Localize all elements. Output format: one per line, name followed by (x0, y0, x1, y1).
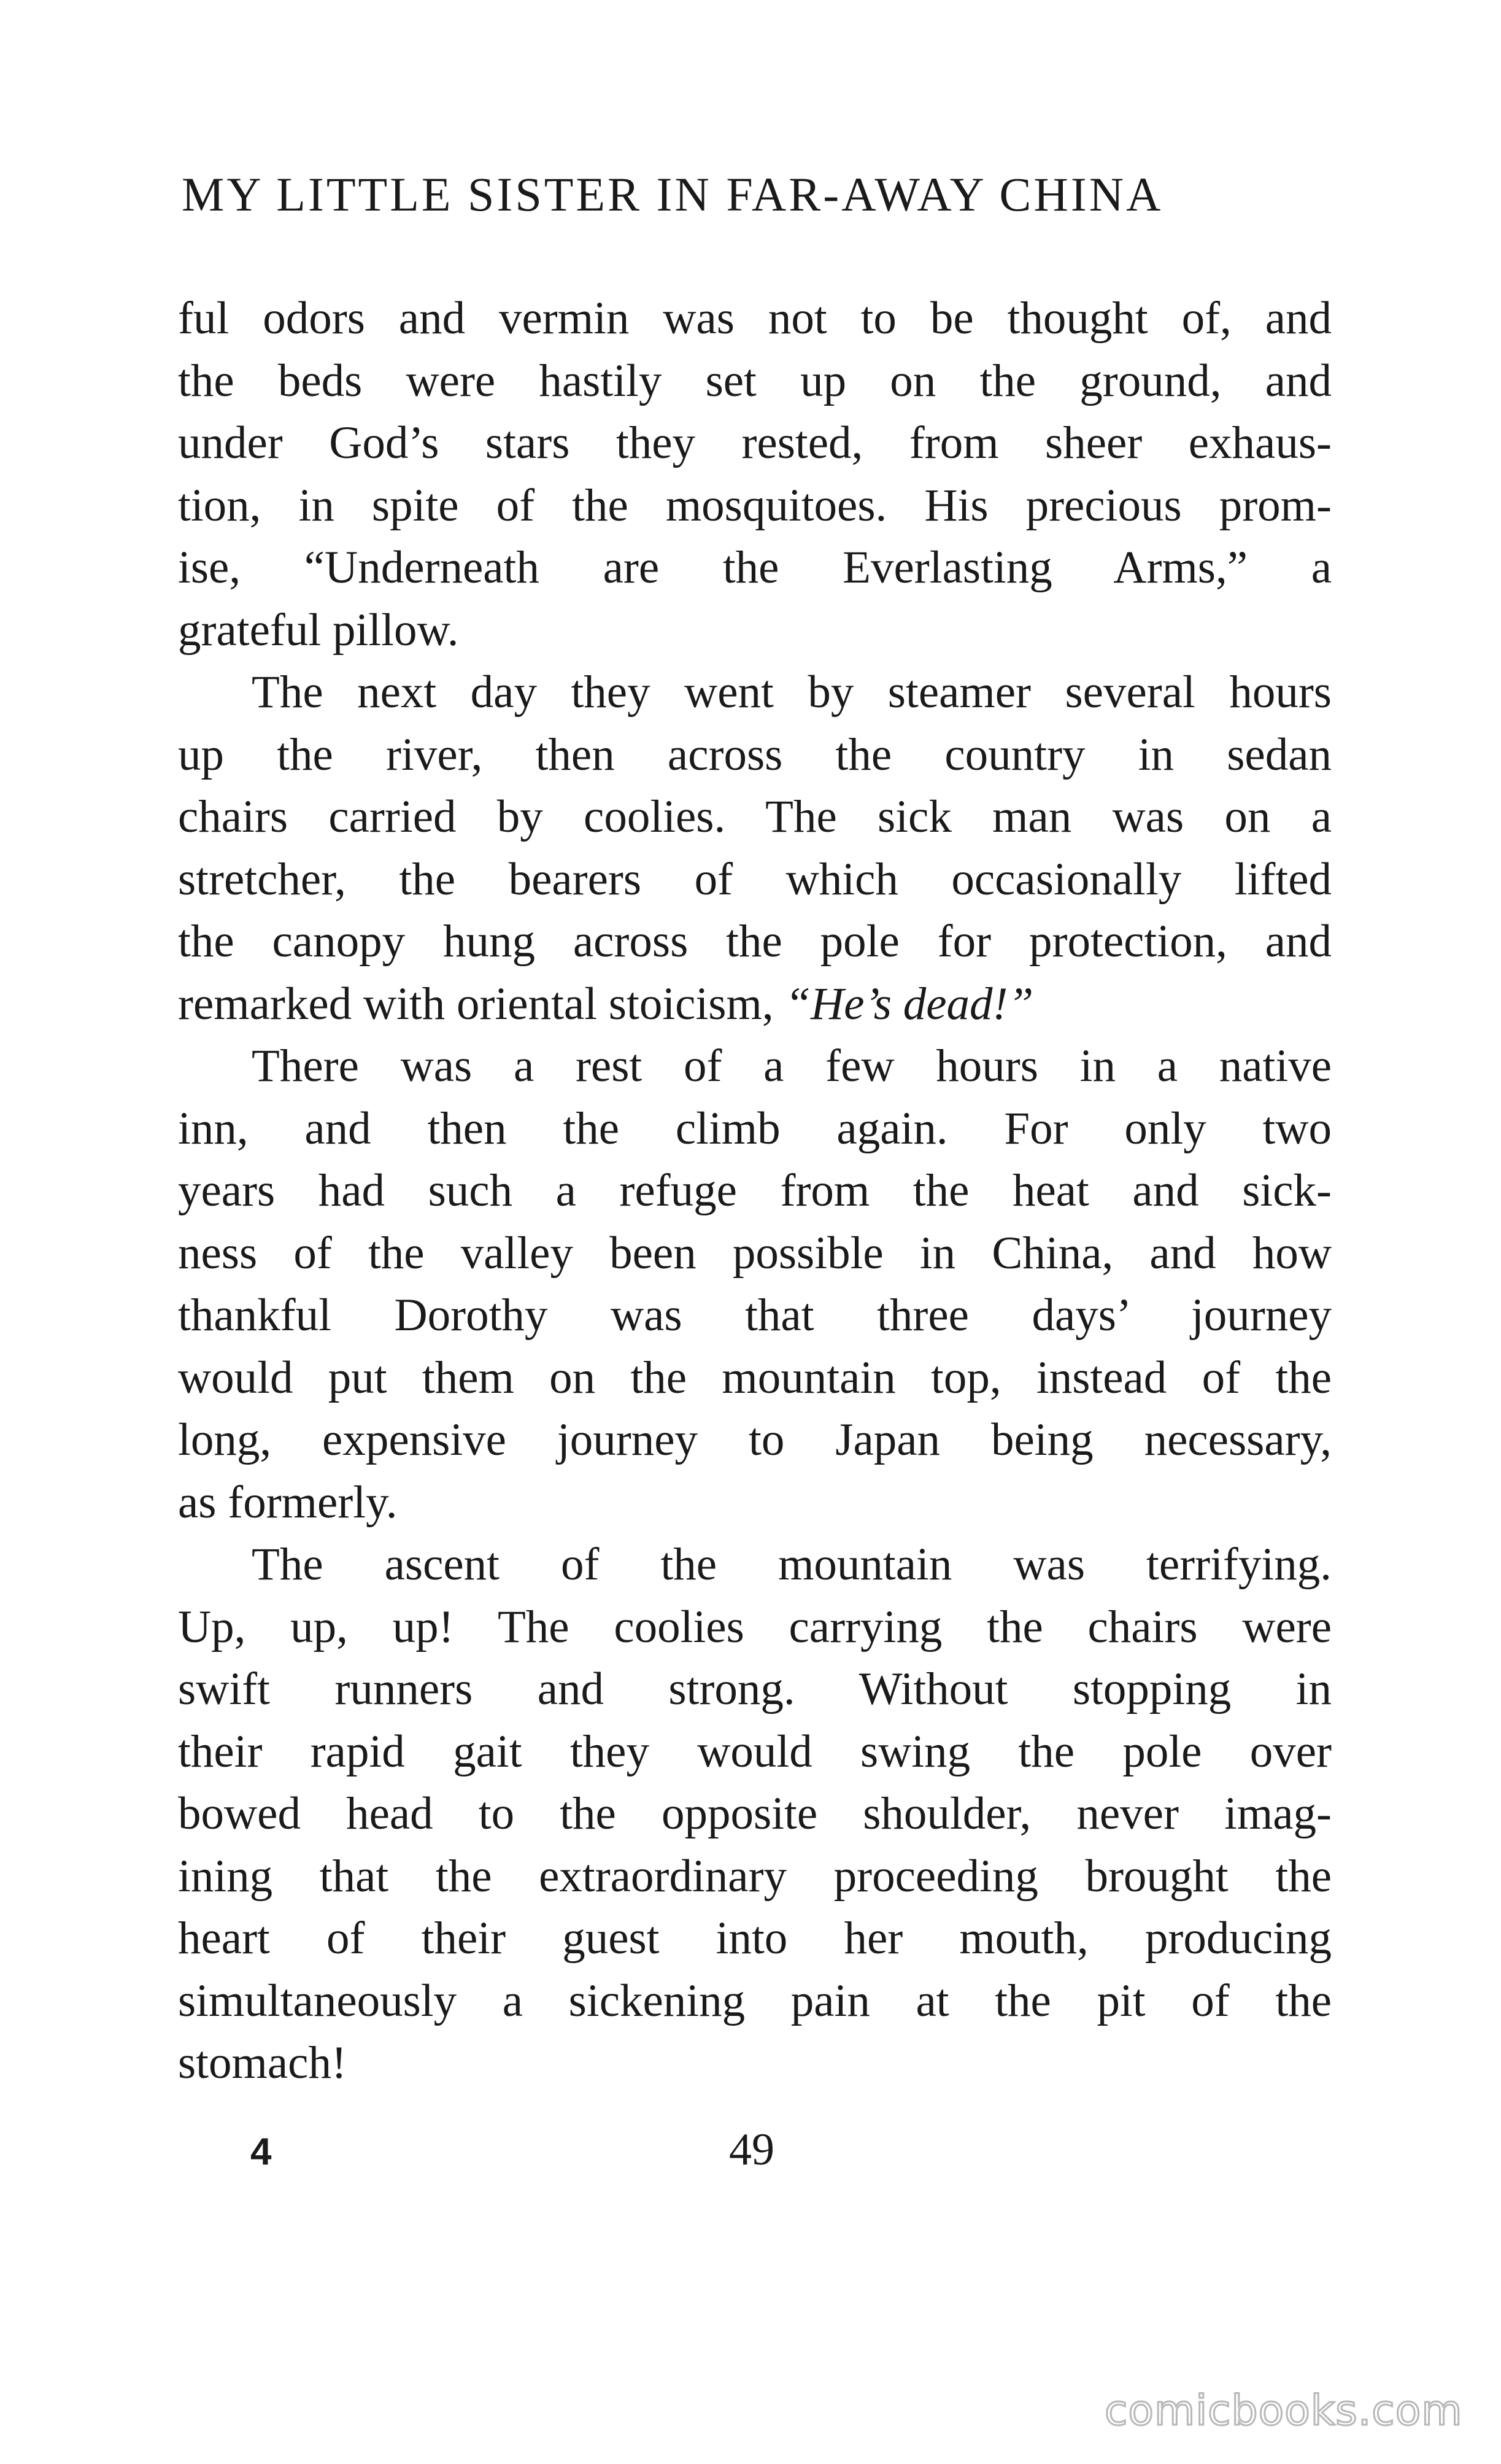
text-line-roman: remarked with oriental stoicism, (178, 978, 785, 1029)
text-line: their rapid gait they would swing the pole over (178, 1726, 1332, 1777)
text-line: the canopy hung across the pole for protection, and (178, 916, 1332, 967)
text-line: grateful pillow. (178, 604, 459, 656)
text-line (178, 973, 1332, 1036)
text-line: tion, in spite of the mosquitoes. His precious prom- (178, 479, 1332, 531)
text-line: long, expensive journey to Japan being necessary, (178, 1414, 1332, 1465)
text-line: heart of their guest into her mouth, producing (178, 1913, 1332, 1964)
text-line: years had such a refuge from the heat and sick- (178, 1165, 1332, 1216)
signature-mark: 4 (250, 2131, 272, 2173)
text-line: The next day they went by steamer several hours (252, 667, 1332, 718)
text-line: ful odors and vermin was not to be thought of, and (178, 293, 1332, 344)
text-line: Up, up, up! The coolies carrying the chairs were (178, 1601, 1332, 1652)
text-line: The ascent of the mountain was terrifying. (252, 1539, 1332, 1590)
text-line: thankful Dorothy was that three days’ journey (178, 1290, 1332, 1341)
text-line: up the river, then across the country in sedan (178, 729, 1332, 780)
text-line: would put them on the mountain top, instead of the (178, 1352, 1332, 1403)
text-line: There was a rest of a few hours in a native (252, 1040, 1332, 1091)
body-text (178, 287, 1332, 2094)
page-number: 49 (729, 2125, 774, 2175)
text-line: chairs carried by coolies. The sick man was on a (178, 791, 1332, 842)
text-line: as formerly. (178, 1476, 398, 1528)
watermark: comicbooks.com (1105, 2387, 1463, 2435)
text-line: bowed head to the opposite shoulder, never imag- (178, 1788, 1332, 1839)
text-line: ness of the valley been possible in China, and how (178, 1227, 1332, 1279)
text-line: under God’s stars they rested, from sheer exhaus- (178, 417, 1332, 468)
text-line: ining that the extraordinary proceeding brought the (178, 1850, 1332, 1902)
text-line: inn, and then the climb again. For only two (178, 1102, 1332, 1154)
text-line: ise, “Underneath are the Everlasting Arms,” a (178, 542, 1332, 593)
italic-quote: “He’s dead!” (785, 978, 1034, 1029)
text-line: simultaneously a sickening pain at the pit of the (178, 1975, 1332, 2026)
text-line: the beds were hastily set up on the ground, and (178, 355, 1332, 406)
text-line: swift runners and strong. Without stopping in (178, 1664, 1332, 1714)
text-line: stomach! (178, 2037, 347, 2088)
running-head: MY LITTLE SISTER IN FAR-AWAY CHINA (182, 168, 1163, 221)
text-line: stretcher, the bearers of which occasionally lifted (178, 853, 1332, 905)
